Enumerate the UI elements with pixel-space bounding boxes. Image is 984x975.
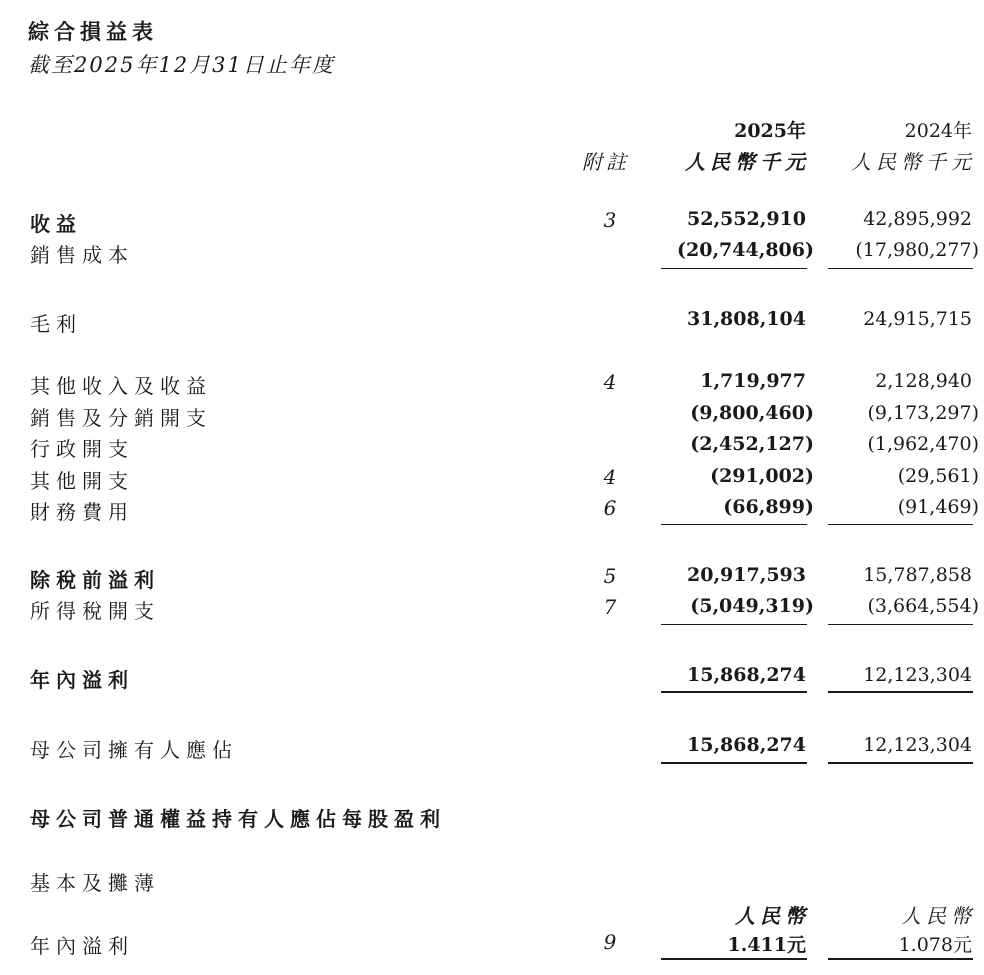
subtotal-rule-current: [661, 524, 807, 525]
row-note-revenue: 3: [603, 208, 617, 232]
row-current-other-income: 1,719,977: [700, 370, 806, 392]
row-label-attributable-owners: 母公司擁有人應佔: [30, 738, 238, 762]
row-current-admin-expenses: (2,452,127): [690, 433, 814, 455]
eps-row-label: 年內溢利: [30, 934, 134, 958]
row-current-revenue: 52,552,910: [687, 208, 806, 230]
row-current-finance-costs: (66,899): [723, 496, 814, 518]
subtotal-rule-prior: [828, 268, 973, 269]
current-year-header: 2025年: [734, 120, 806, 142]
row-prior-profit-before-tax: 15,787,858: [863, 564, 972, 586]
row-label-finance-costs: 財務費用: [30, 500, 134, 524]
total-rule-current: [661, 762, 807, 764]
row-label-profit-before-tax: 除稅前溢利: [30, 568, 160, 592]
eps-row-note: 9: [603, 930, 617, 954]
row-prior-gross-profit: 24,915,715: [863, 308, 972, 330]
total-rule-prior: [828, 958, 973, 960]
row-label-income-tax: 所得稅開支: [30, 599, 160, 623]
row-label-gross-profit: 毛利: [30, 312, 82, 336]
row-prior-cost-of-sales: (17,980,277): [855, 239, 979, 261]
row-note-profit-before-tax: 5: [603, 564, 617, 588]
eps-prior-unit: 人民幣: [901, 904, 976, 928]
statement-period: 截至2025年12月31日止年度: [28, 53, 335, 77]
subtotal-rule-prior: [828, 624, 973, 625]
row-prior-admin-expenses: (1,962,470): [867, 433, 979, 455]
row-current-gross-profit: 31,808,104: [687, 308, 806, 330]
row-note-other-income: 4: [603, 370, 617, 394]
statement-title: 綜合損益表: [28, 19, 158, 44]
subtotal-rule-prior: [828, 524, 973, 525]
row-prior-finance-costs: (91,469): [897, 496, 979, 518]
current-unit-header: 人民幣千元: [685, 150, 810, 174]
prior-unit-header: 人民幣千元: [851, 150, 976, 174]
row-current-income-tax: (5,049,319): [690, 595, 814, 617]
row-current-cost-of-sales: (20,744,806): [677, 239, 814, 261]
total-rule-current: [661, 958, 807, 960]
prior-year-header: 2024年: [904, 120, 972, 142]
row-prior-selling-expenses: (9,173,297): [867, 402, 979, 424]
total-rule-prior: [828, 691, 973, 693]
row-note-other-expenses: 4: [603, 465, 617, 489]
eps-current-value: 1.411元: [727, 934, 806, 956]
row-label-cost-of-sales: 銷售成本: [30, 243, 134, 267]
row-label-selling-expenses: 銷售及分銷開支: [30, 406, 212, 430]
subtotal-rule-current: [661, 624, 807, 625]
row-current-other-expenses: (291,002): [710, 465, 814, 487]
row-label-other-income: 其他收入及收益: [30, 374, 212, 398]
row-current-selling-expenses: (9,800,460): [690, 402, 814, 424]
eps-subheading: 基本及攤薄: [30, 871, 160, 895]
row-current-profit-for-year: 15,868,274: [687, 664, 806, 686]
row-prior-other-income: 2,128,940: [875, 370, 972, 392]
row-current-profit-before-tax: 20,917,593: [687, 564, 806, 586]
row-prior-profit-for-year: 12,123,304: [863, 664, 972, 686]
row-label-revenue: 收益: [30, 212, 82, 236]
row-label-admin-expenses: 行政開支: [30, 437, 134, 461]
row-current-attributable-owners: 15,868,274: [687, 734, 806, 756]
row-note-finance-costs: 6: [603, 496, 617, 520]
notes-column-header: 附註: [582, 150, 630, 174]
eps-prior-value: 1.078元: [898, 934, 972, 956]
total-rule-prior: [828, 762, 973, 764]
total-rule-current: [661, 691, 807, 693]
row-prior-other-expenses: (29,561): [897, 465, 979, 487]
eps-current-unit: 人民幣: [735, 904, 810, 928]
subtotal-rule-current: [661, 268, 807, 269]
row-label-profit-for-year: 年內溢利: [30, 668, 134, 692]
row-prior-revenue: 42,895,992: [863, 208, 972, 230]
row-label-other-expenses: 其他開支: [30, 469, 134, 493]
row-prior-attributable-owners: 12,123,304: [863, 734, 972, 756]
row-prior-income-tax: (3,664,554): [867, 595, 979, 617]
row-note-income-tax: 7: [603, 595, 617, 619]
eps-heading: 母公司普通權益持有人應佔每股盈利: [30, 807, 446, 831]
